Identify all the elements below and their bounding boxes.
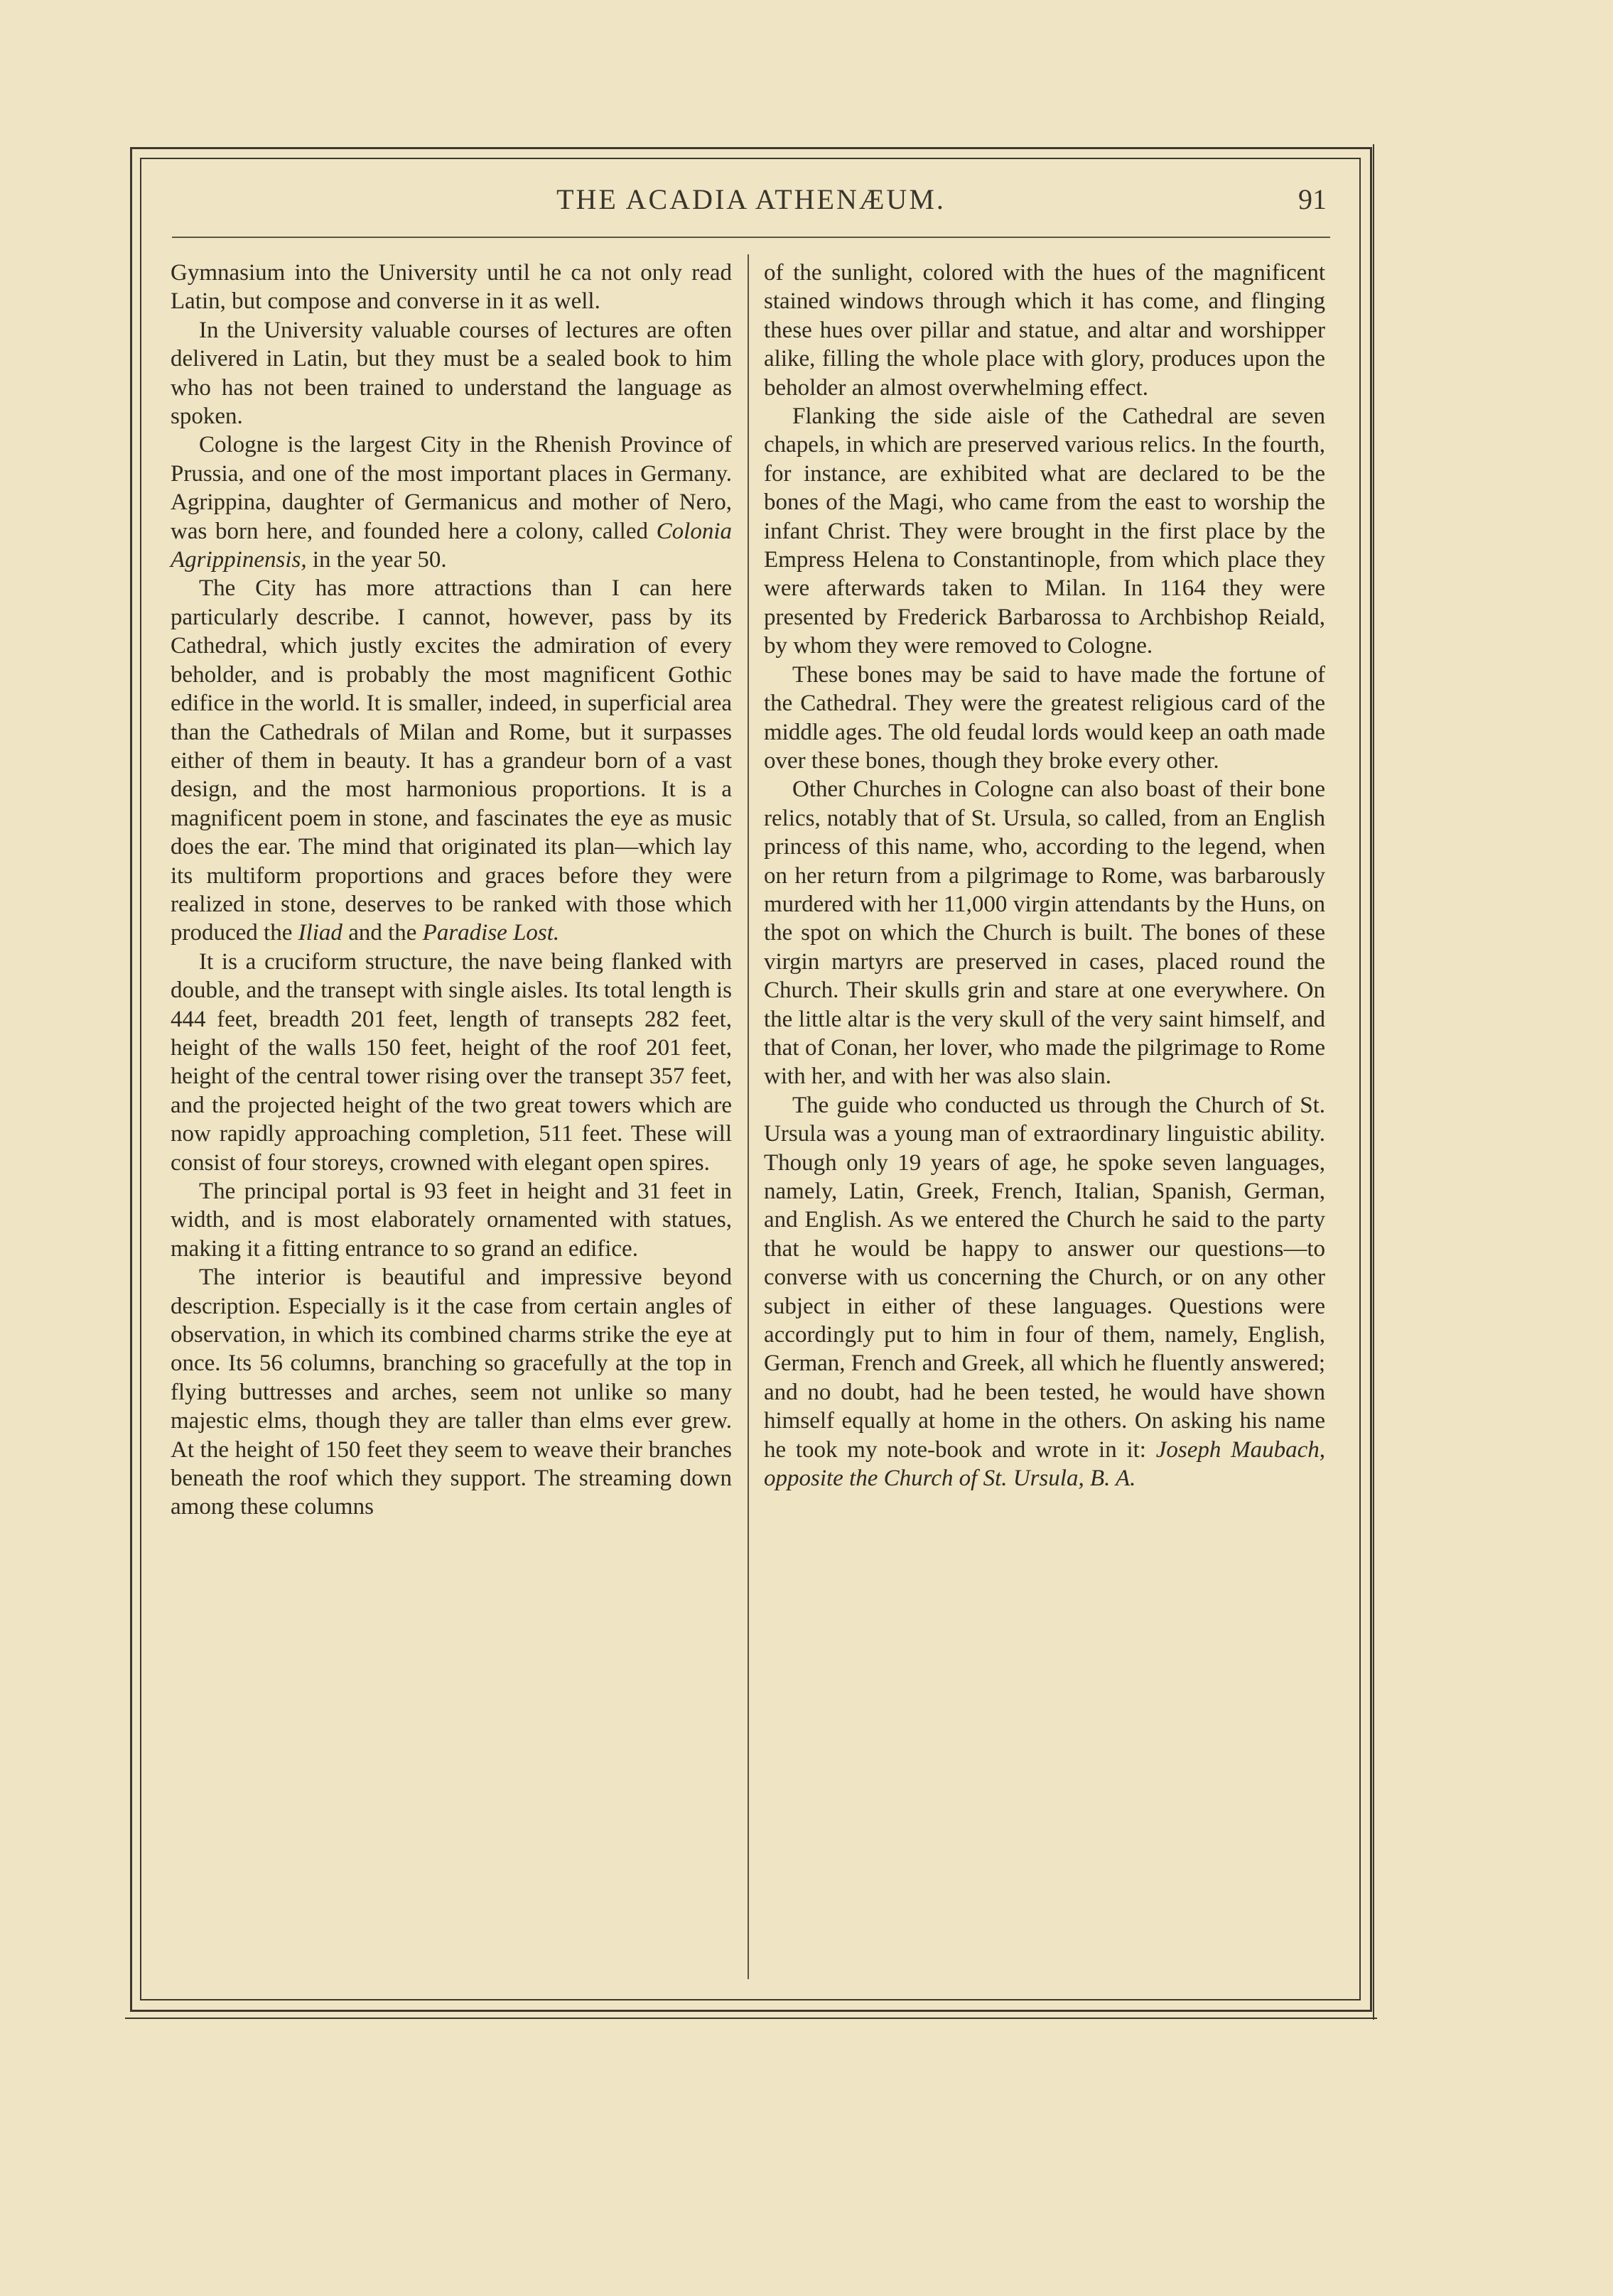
paragraph	[171, 574, 732, 947]
running-head	[172, 183, 1330, 225]
header-rule	[172, 237, 1330, 238]
column-divider	[748, 254, 749, 1979]
page-bottom-rule	[125, 2018, 1377, 2019]
paragraph-text: The City has more attractions than I can here particularly describe. I cannot, however, pass by its Cathedral, which justly excites the admiration of every beholder, and is probably the most magnificent Gothic edifice in the world. It is smaller, indeed, in superficial area than the Cathedrals of Milan and Rome, but it surpasses either of them in beauty. It has a grandeur born of a vast design, and the most harmonious proportions. It is a magnificent poem in stone, and fascinates the eye as music does the ear. The mind that originated its plan—which lay its multiform proportions and graces before they were realized in stone, deserves to be ranked with those which produced the	[171, 575, 732, 946]
paragraph: Gymnasium into the University until he ca not only read Latin, but compose and converse in it as well.	[171, 260, 732, 315]
page-number: 91	[1298, 183, 1327, 215]
paragraph	[171, 430, 732, 574]
paragraph-text: in the year 50.	[306, 547, 447, 573]
paragraph: These bones may be said to have made the fortune of the Cathedral. They were the greatest religious card of the middle ages. The old feudal lords would keep an oath made over these bones, though they broke every other.	[764, 661, 1325, 774]
italic-work-title: Iliad	[298, 920, 342, 946]
paragraph: Flanking the side aisle of the Cathedral are seven chapels, in which are preserved various relics. In the fourth, for instance, are exhibited what are declared to be the bones of the Magi, who came from the east to worship the infant Christ. They were brought in the first place by the Empress Helena to Constantinople, from which place they were afterwards taken to Milan. In 1164 they were presented by Frederick Barbarossa to Archbishop Reiald, by whom they were removed to Cologne.	[764, 404, 1325, 659]
paragraph-text: and the	[342, 920, 423, 946]
paragraph: The interior is beautiful and impressive beyond description. Especially is it the case from certain angles of observation, in which its combined charms strike the eye at once. Its 56 columns, branching so gracefully at the top in flying buttresses and arches, seem not unlike so many majestic elms, though they are taller than elms ever grew. At the height of 150 feet they seem to weave their branches beneath the roof which they support. The streaming down among these columns	[171, 1265, 732, 1520]
paragraph: The principal portal is 93 feet in height and 31 feet in width, and is most elaborately ornamented with statues, making it a fitting entrance to so grand an edifice.	[171, 1179, 732, 1262]
paragraph-text: Cologne is the largest City in the Rhenish Province of Prussia, and one of the most important places in Germany. Agrippina, daughter of Germanicus and mother of Nero, was born here, and founded here a colony, called	[171, 432, 732, 544]
italic-signature: Joseph Maubach, opposite the Church of St. Ursula, B. A.	[764, 1436, 1325, 1492]
paragraph: It is a cruciform structure, the nave being flanked with double, and the transept with single aisles. Its total length is 444 feet, breadth 201 feet, length of transepts 282 feet, height of the walls 150 feet, height of the roof 201 feet, height of the central tower rising over the transept 357 feet, and the projected height of the two great towers which are now rapidly approaching completion, 511 feet. These will consist of four storeys, crowned with elegant open spires.	[171, 948, 732, 1176]
paragraph	[764, 1091, 1325, 1493]
right-column	[764, 259, 1325, 1493]
paragraph: Other Churches in Cologne can also boast of their bone relics, notably that of St. Ursula, so called, from an English princess of this name, who, according to the legend, when on her return from a pilgrimage to Rome, was barbarously murdered with her 11,000 virgin attendants by the Huns, on the spot on which the Church is built. The bones of these virgin martyrs are preserved in cases, placed round the Church. Their skulls grin and stare at one everywhere. On the little altar is the very skull of the very saint himself, and that of Conan, her lover, who made the pilgrimage to Rome with her, and with her was also slain.	[764, 776, 1325, 1090]
journal-title: THE ACADIA ATHENÆUM.	[556, 183, 946, 215]
paragraph: of the sunlight, colored with the hues of the magnificent stained windows through which it has come, and flinging these hues over pillar and statue, and altar and worshipper alike, filling the whole place with glory, produces upon the beholder an almost overwhelming effect.	[764, 260, 1325, 401]
italic-latin-name: Colonia Agrippinensis,	[171, 518, 732, 573]
paragraph: In the University valuable courses of lectures are often delivered in Latin, but they must be a sealed book to him who has not been trained to understand the language as spoken.	[171, 317, 732, 430]
italic-work-title: Paradise Lost.	[422, 920, 560, 946]
page-right-rule	[1373, 144, 1374, 2020]
paragraph-text: The guide who conducted us through the Church of St. Ursula was a young man of extraordinary linguistic ability. Though only 19 years of age, he spoke seven languages, namely, Latin, Greek, French, Italian, Spanish, German, and English. As we entered the Church he said to the party that he would be happy to answer our questions—to converse with us concerning the Church, or on any other subject in either of these languages. Questions were accordingly put to him in four of them, namely, English, German, French and Greek, all which he fluently answered; and no doubt, had he been tested, he would have shown himself equally at home in the others. On asking his name he took my note-book and wrote in it:	[764, 1092, 1325, 1463]
left-column	[171, 259, 732, 1522]
